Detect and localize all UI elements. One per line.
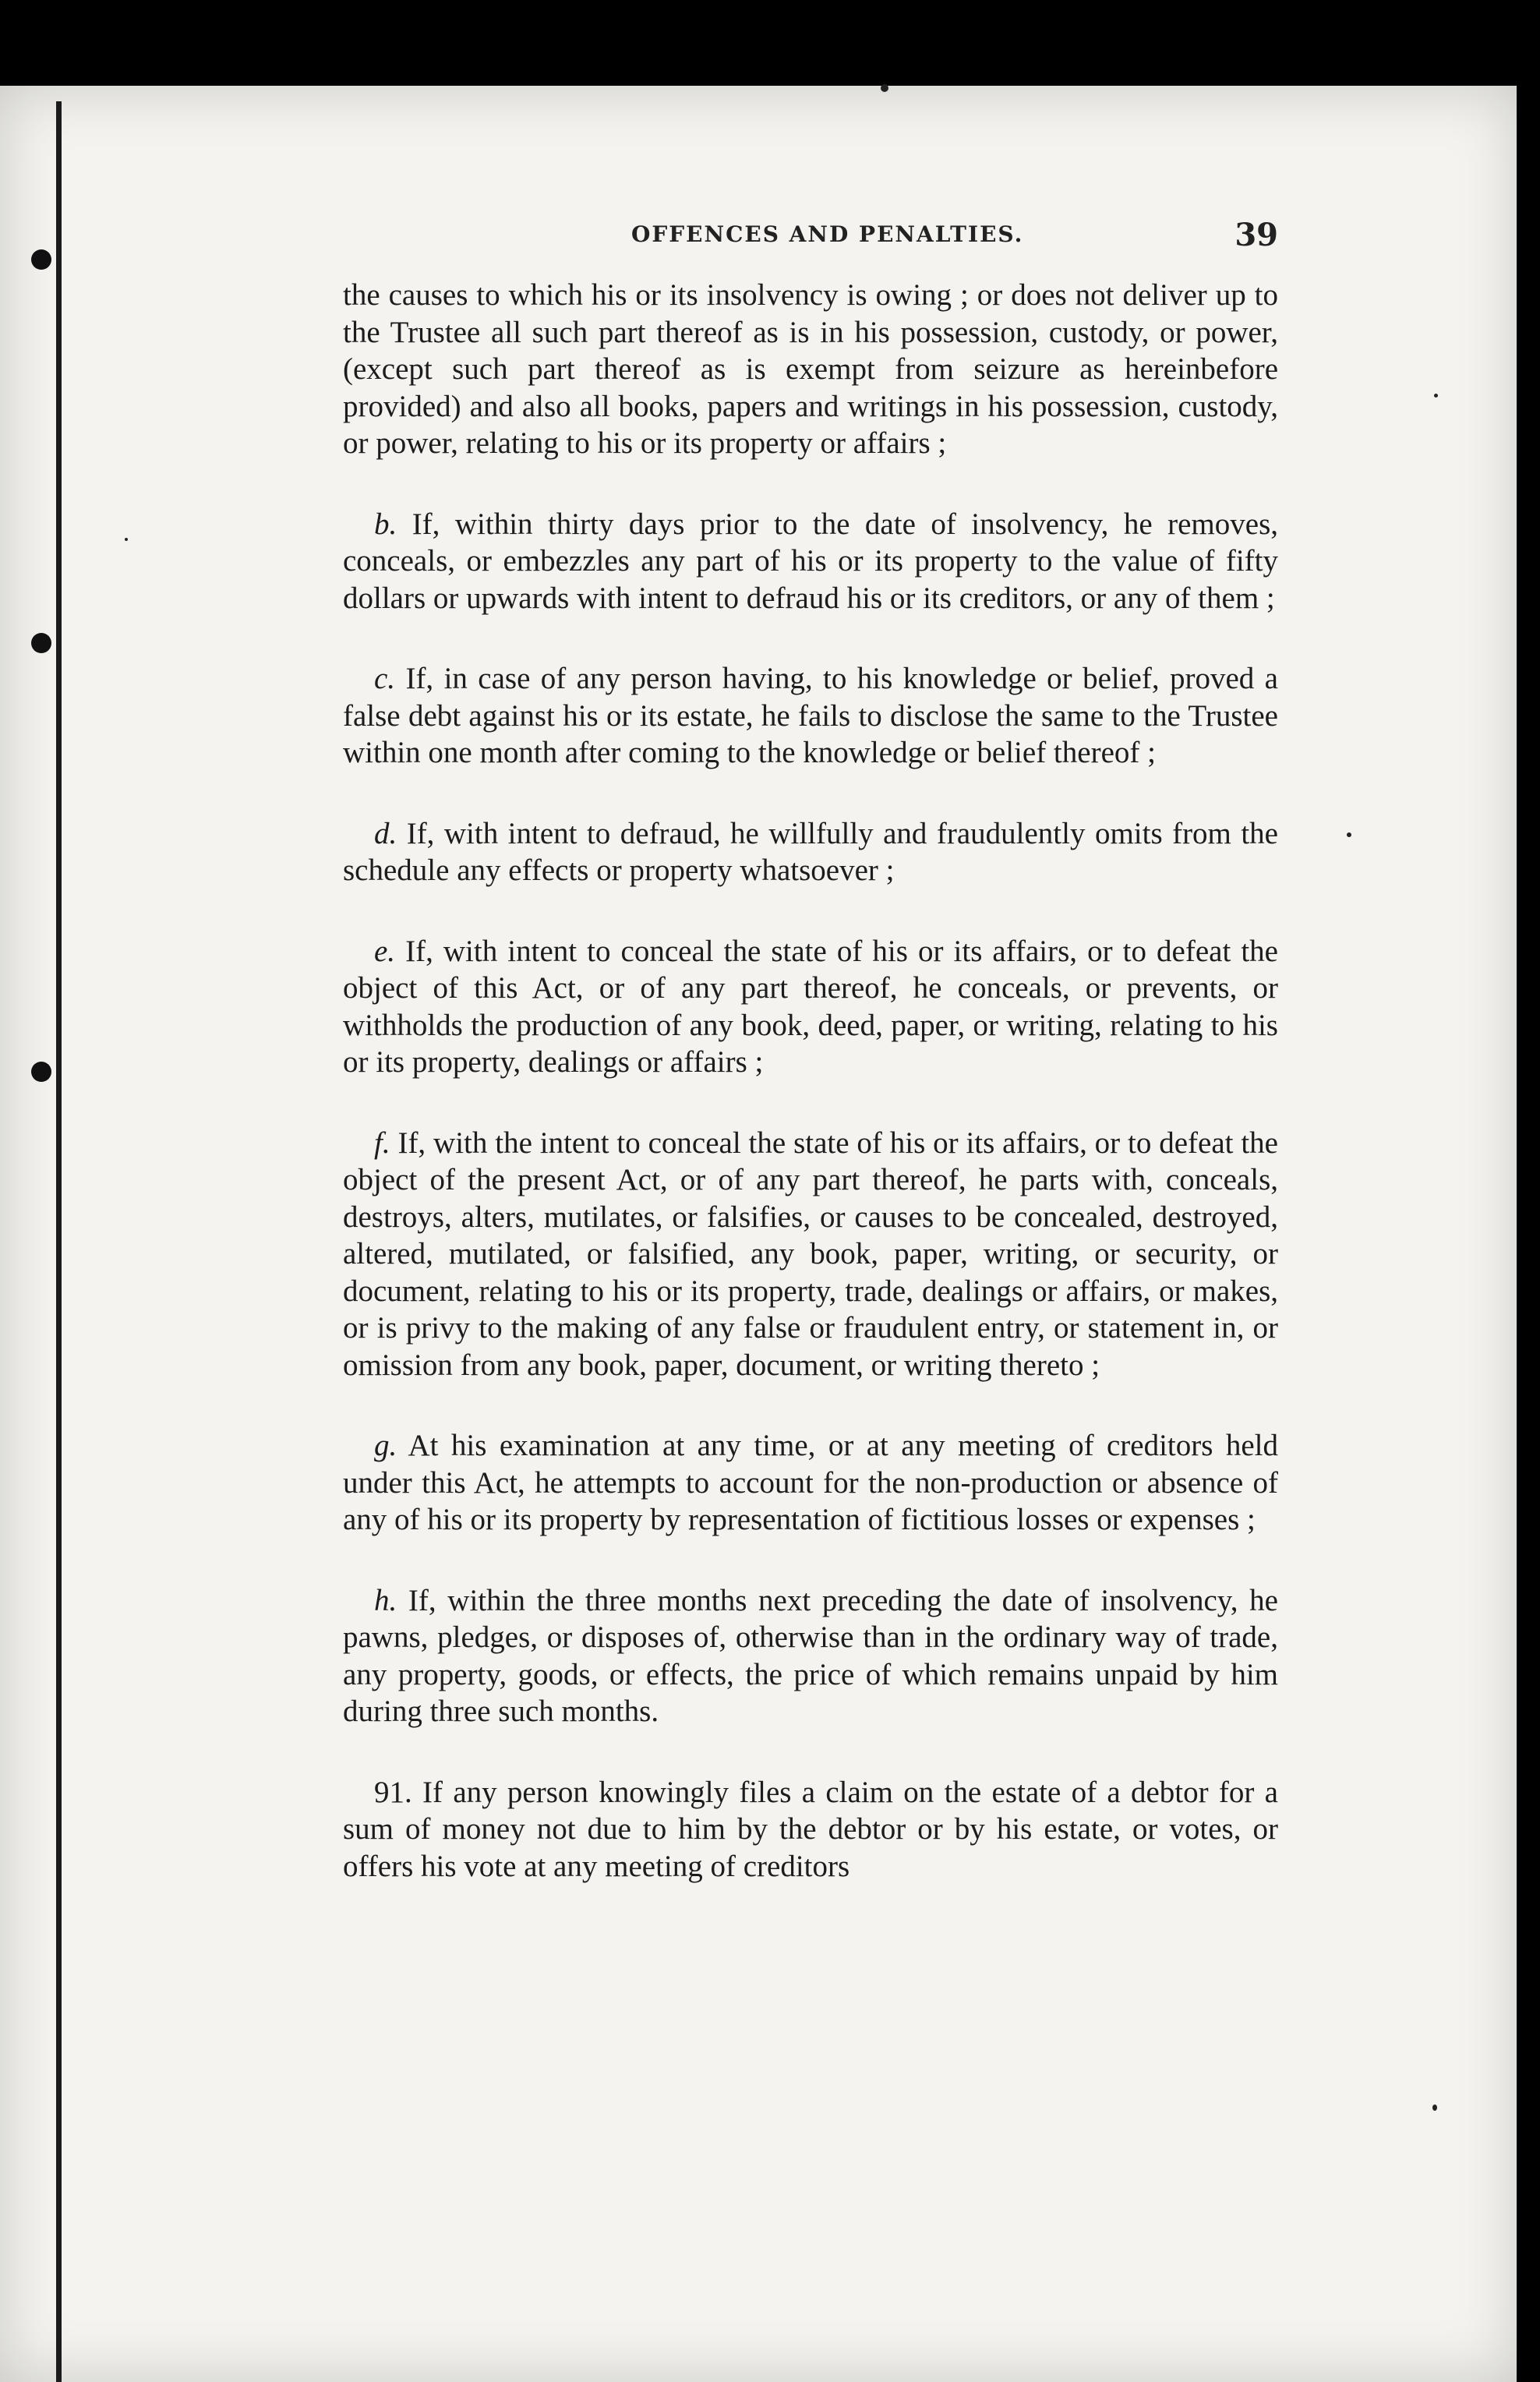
section-text: If any person knowingly files a claim on the estate of a debtor for a sum of money not due to him by the debtor or by his estate, or votes, or offers his vote at any meeting of creditors [343,1775,1278,1883]
clause-g [343,1427,1278,1539]
scan-speck [1432,2105,1437,2111]
clause-b [343,506,1278,617]
section-number: 91. [374,1775,412,1809]
scan-speck [881,84,888,92]
page-gutter-line [56,101,62,2382]
clause-e [343,933,1278,1081]
clause-text: If, within thirty days prior to the date of insolvency, he removes, conceals, or embezzles any part of his or its property to the value of fifty dollars or upwards with intent to defraud his or its creditors, or any of them ; [343,507,1278,615]
page-header [343,217,1278,256]
binding-hole [31,633,51,653]
clause-c [343,660,1278,772]
scan-speck [1347,832,1351,837]
scan-border-right [1517,0,1540,2382]
scan-speck [1434,394,1438,398]
clause-letter: f. [374,1126,390,1160]
clause-letter: c. [374,662,396,695]
clause-letter: b. [374,507,397,541]
section-91 [343,1774,1278,1885]
clause-text: If, within the three months next preceding the date of insolvency, he pawns, pledges, or disposes of, otherwise than in the ordinary way of trade, any property, goods, or effects, the price of which remains unpaid by him during three such months. [343,1583,1278,1728]
clause-f [343,1125,1278,1384]
binding-hole [31,249,51,270]
page-number: 39 [1234,217,1278,253]
running-head: OFFENCES AND PENALTIES. [631,221,1024,247]
clause-text: If, in case of any person having, to his knowledge or belief, proved a false debt against his or its estate, he fails to disclose the same to the Trustee within one month after coming to the knowledge or belief thereof ; [343,662,1278,769]
paragraph [343,277,1278,462]
clause-d [343,815,1278,889]
clause-text: If, with intent to defraud, he willfully and fraudulently omits from the schedule any effects or property whatsoever ; [343,816,1278,887]
binding-hole [31,1062,51,1082]
paragraph-text: the causes to which his or its insolvency is owing ; or does not deliver up to the Trustee all such part thereof as is in his possession, custody, or power, (except such part thereof as is exempt from seizure as hereinbefore provided) and also all books, papers and writings in his possession, custody, or power, relating to his or its property or affairs ; [343,278,1278,460]
clause-text: At his examination at any time, or at any meeting of creditors held under this Act, he attempts to account for the non-production or absence of any of his or its property by representation of fictitious losses or expenses ; [343,1429,1278,1536]
clause-letter: d. [374,816,397,850]
clause-text: If, with intent to conceal the state of his or its affairs, or to defeat the object of this Act, or of any part thereof, he conceals, or prevents, or withholds the production of any book, deed, paper, or writing, relating to his or its property, dealings or affairs ; [343,934,1278,1079]
scan-border-top [0,0,1540,94]
scan-speck [125,538,128,541]
clause-text: If, with the intent to conceal the state of his or its affairs, or to defeat the object of the present Act, or of any part thereof, he parts with, conceals, destroys, alters, mutilates, or falsifies, or causes to be concealed, destroyed, altered, mutilated, or falsified, any book, paper, writing, or security, or document, relating to his or its property, trade, dealings or affairs, or makes, or is privy to the making of any false or fraudulent entry, or statement in, or omission from any book, paper, document, or writing thereto ; [343,1126,1278,1382]
clause-letter: h. [374,1583,397,1617]
body-text [343,277,1278,1885]
clause-letter: e. [374,934,396,968]
clause-h [343,1582,1278,1730]
clause-letter: g. [374,1429,397,1462]
